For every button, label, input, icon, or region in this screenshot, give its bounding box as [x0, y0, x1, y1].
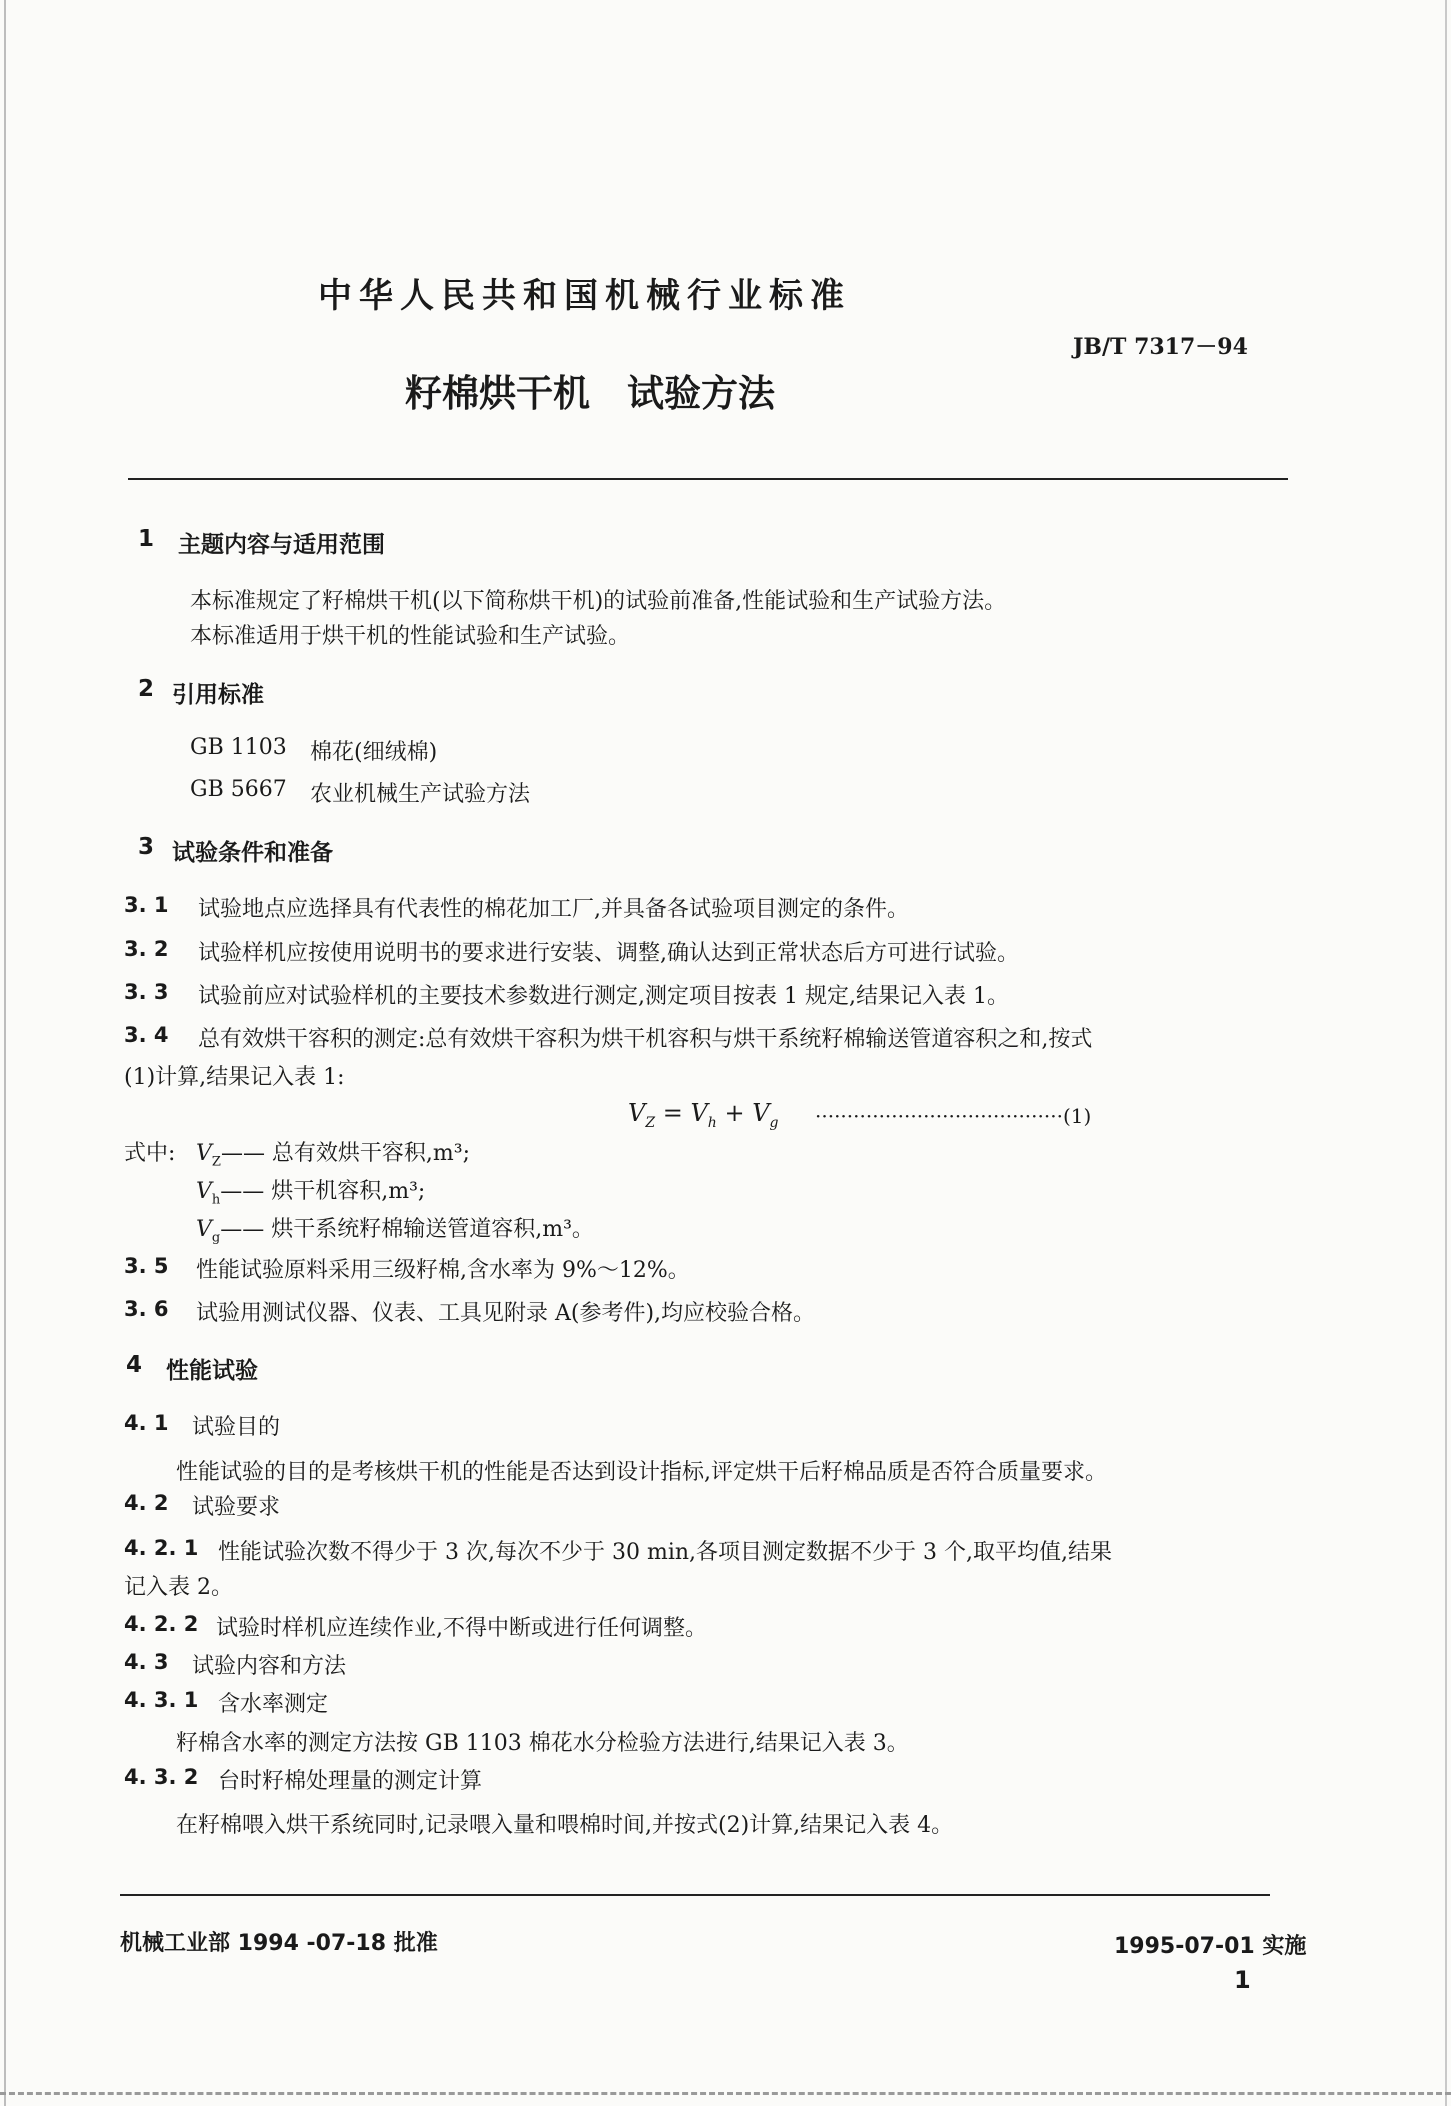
clause-number: 4. 2. 2: [124, 1612, 199, 1636]
clause-text: 性能试验次数不得少于 3 次,每次不少于 30 min,各项目测定数据不少于 3 个,取平均值,结果: [218, 1540, 1112, 1565]
formula-subscript: g: [769, 1114, 779, 1131]
clause-text-continued: (1)计算,结果记入表 1:: [124, 1065, 345, 1090]
org-title: 中华人民共和国机械行业标准: [318, 276, 851, 316]
clause-text: 在籽棉喂入烘干系统同时,记录喂入量和喂棉时间,并按式(2)计算,结果记入表 4。: [176, 1813, 954, 1838]
clause-number: 4. 1: [124, 1411, 169, 1435]
variable-subscript: h: [211, 1192, 221, 1208]
clause-text: 试验用测试仪器、仪表、工具见附录 A(参考件),均应校验合格。: [196, 1301, 816, 1326]
clause-text-continued: 记入表 2。: [124, 1575, 233, 1600]
formula-symbol: V: [628, 1099, 646, 1127]
clause-number: 3. 6: [124, 1297, 169, 1321]
where-prefix: 式中:: [124, 1141, 176, 1166]
formula: [628, 1099, 779, 1131]
section-3-title: 试验条件和准备: [172, 840, 333, 866]
clause-number: 3. 5: [124, 1254, 169, 1278]
variable-subscript: g: [211, 1230, 221, 1246]
approval-line: 机械工业部 1994 -07-18 批准: [120, 1931, 438, 1956]
section-2-title: 引用标准: [172, 682, 264, 708]
formula-symbol: V: [752, 1099, 770, 1127]
variable-symbol: V: [196, 1141, 212, 1166]
clause-title: 含水率测定: [218, 1692, 329, 1717]
page-number: 1: [1234, 1966, 1251, 1994]
formula-subscript: h: [707, 1114, 717, 1131]
section-1-number: 1: [138, 526, 155, 552]
clause-number: 4. 3. 1: [124, 1688, 199, 1712]
where-item: [196, 1212, 594, 1245]
section-4-number: 4: [126, 1352, 143, 1378]
variable-symbol: V: [196, 1179, 212, 1204]
effective-date: 1995-07-01 实施: [1114, 1934, 1307, 1959]
section-1-paragraph-2: 本标准适用于烘干机的性能试验和生产试验。: [190, 624, 631, 649]
variable-definition: —— 烘干机容积,m³;: [220, 1179, 426, 1204]
clause-text: 籽棉含水率的测定方法按 GB 1103 棉花水分检验方法进行,结果记入表 3。: [176, 1731, 909, 1756]
clause-title: 试验内容和方法: [192, 1654, 347, 1679]
clause-title: 台时籽棉处理量的测定计算: [218, 1769, 483, 1794]
reference-code: GB 1103: [190, 735, 287, 760]
variable-definition: —— 总有效烘干容积,m³;: [220, 1141, 471, 1166]
reference-title: 棉花(细绒棉): [310, 740, 438, 765]
clause-text: 试验样机应按使用说明书的要求进行安装、调整,确认达到正常状态后方可进行试验。: [198, 941, 1019, 966]
formula-subscript: Z: [645, 1114, 656, 1131]
page-title: 籽棉烘干机 试验方法: [405, 372, 775, 415]
standard-code: JB/T 7317－94: [1073, 334, 1248, 360]
clause-title: 试验要求: [192, 1495, 281, 1520]
clause-number: 4. 3: [124, 1650, 169, 1674]
section-1-title: 主题内容与适用范围: [178, 532, 385, 558]
formula-operator: +: [716, 1099, 753, 1127]
clause-text: 试验前应对试验样机的主要技术参数进行测定,测定项目按表 1 规定,结果记入表 1。: [198, 984, 1009, 1009]
variable-definition: —— 烘干系统籽棉输送管道容积,m³。: [220, 1217, 594, 1242]
formula-leader-and-number: ·······································(1): [815, 1104, 1092, 1128]
clause-number: 3. 1: [124, 893, 169, 917]
clause-title: 试验目的: [192, 1415, 281, 1440]
section-4-title: 性能试验: [166, 1358, 258, 1384]
where-item: [196, 1136, 470, 1169]
clause-text: 性能试验的目的是考核烘干机的性能是否达到设计指标,评定烘干后籽棉品质是否符合质量要求。: [176, 1460, 1107, 1485]
section-3-number: 3: [138, 834, 155, 860]
section-2-number: 2: [138, 676, 155, 702]
reference-title: 农业机械生产试验方法: [310, 782, 531, 807]
reference-code: GB 5667: [190, 777, 287, 802]
footer-rule: [120, 1894, 1270, 1896]
clause-text: 性能试验原料采用三级籽棉,含水率为 9%～12%。: [196, 1258, 690, 1283]
clause-number: 4. 3. 2: [124, 1765, 199, 1789]
clause-number: 4. 2: [124, 1491, 169, 1515]
variable-symbol: V: [196, 1217, 212, 1242]
header-rule: [128, 478, 1288, 480]
scan-edge-right: [1445, 0, 1447, 2106]
clause-text: 总有效烘干容积的测定:总有效烘干容积为烘干机容积与烘干系统籽棉输送管道容积之和,按式: [198, 1027, 1093, 1052]
formula-symbol: V: [690, 1099, 708, 1127]
scan-edge-left: [4, 0, 6, 2106]
formula-operator: =: [655, 1099, 691, 1127]
clause-number: 3. 4: [124, 1023, 169, 1047]
section-1-paragraph-1: 本标准规定了籽棉烘干机(以下简称烘干机)的试验前准备,性能试验和生产试验方法。: [190, 589, 1007, 614]
scan-bottom-edge: [0, 2092, 1451, 2095]
variable-subscript: Z: [211, 1154, 221, 1170]
clause-number: 4. 2. 1: [124, 1536, 199, 1560]
clause-number: 3. 3: [124, 980, 169, 1004]
clause-number: 3. 2: [124, 937, 169, 961]
clause-text: 试验地点应选择具有代表性的棉花加工厂,并具备各试验项目测定的条件。: [198, 897, 909, 922]
clause-text: 试验时样机应连续作业,不得中断或进行任何调整。: [216, 1616, 707, 1641]
where-item: [196, 1174, 425, 1207]
